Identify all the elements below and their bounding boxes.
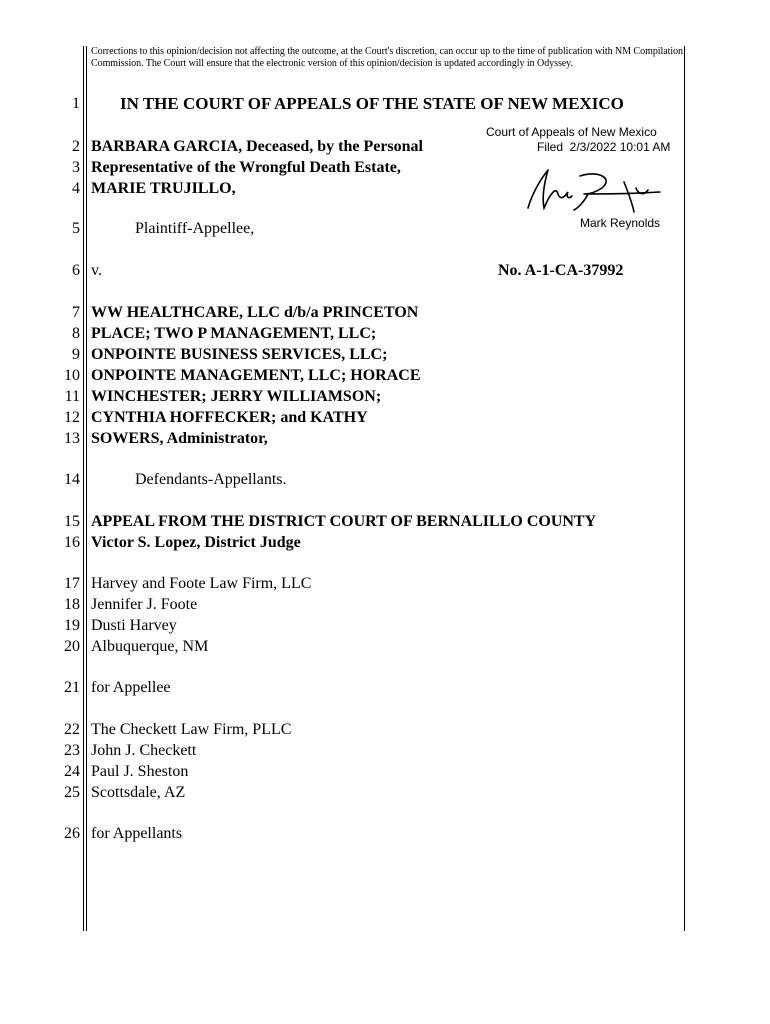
caption-defendant-line: WINCHESTER; JERRY WILLIAMSON; [91, 388, 382, 405]
line-number: 5 [72, 220, 80, 237]
right-margin-rule [684, 46, 685, 931]
appellee-city: Albuquerque, NM [91, 638, 209, 655]
appellee-firm: Harvey and Foote Law Firm, LLC [91, 575, 312, 592]
filing-stamp-clerk: Mark Reynolds [580, 216, 661, 230]
line-number: 3 [72, 159, 80, 176]
line-number: 16 [64, 534, 80, 551]
left-margin-rule-inner [86, 46, 87, 931]
appellant-city: Scottsdale, AZ [91, 784, 186, 801]
caption-defendant-line: ONPOINTE BUSINESS SERVICES, LLC; [91, 346, 388, 363]
filing-stamp-court: Court of Appeals of New Mexico [486, 125, 657, 139]
versus: v. [91, 262, 102, 279]
line-number: 12 [64, 409, 80, 426]
line-number: 6 [72, 262, 80, 279]
caption-defendant-line: ONPOINTE MANAGEMENT, LLC; HORACE [91, 367, 421, 384]
line-number: 2 [72, 138, 80, 155]
caption-plaintiff-line: MARIE TRUJILLO, [91, 180, 236, 197]
district-judge: Victor S. Lopez, District Judge [91, 534, 301, 551]
appellant-firm: The Checkett Law Firm, PLLC [91, 721, 292, 738]
line-number: 9 [72, 346, 80, 363]
court-title: IN THE COURT OF APPEALS OF THE STATE OF NEW MEXICO [120, 94, 624, 113]
appellee-attorney: Dusti Harvey [91, 617, 177, 634]
appellee-designation: for Appellee [91, 679, 171, 696]
line-number: 19 [64, 617, 80, 634]
left-margin-rule-outer [83, 46, 84, 931]
appellant-attorney: John J. Checkett [91, 742, 197, 759]
appellant-designation: for Appellants [91, 825, 183, 842]
line-number: 10 [64, 367, 80, 384]
line-number: 15 [64, 513, 80, 530]
caption-defendant-line: WW HEALTHCARE, LLC d/b/a PRINCETON [91, 304, 419, 321]
case-number: No. A-1-CA-37992 [498, 262, 624, 279]
line-number: 18 [64, 596, 80, 613]
line-number: 24 [64, 763, 80, 780]
clerk-signature [518, 164, 666, 216]
line-number: 22 [64, 721, 80, 738]
appeal-heading: APPEAL FROM THE DISTRICT COURT OF BERNALILLO COUNTY [91, 513, 597, 530]
line-number: 25 [64, 784, 80, 801]
line-number: 7 [72, 304, 80, 321]
line-number: 23 [64, 742, 80, 759]
appellant-attorney: Paul J. Sheston [91, 763, 189, 780]
line-number: 17 [64, 575, 80, 592]
plaintiff-role: Plaintiff-Appellee, [135, 220, 255, 237]
line-number: 4 [72, 180, 80, 197]
line-number: 14 [64, 471, 80, 488]
caption-defendant-line: SOWERS, Administrator, [91, 430, 268, 447]
line-number: 11 [64, 388, 80, 405]
line-number: 8 [72, 325, 80, 342]
filing-stamp-date: Filed 2/3/2022 10:01 AM [537, 140, 671, 154]
line-number: 26 [64, 825, 80, 842]
caption-defendant-line: PLACE; TWO P MANAGEMENT, LLC; [91, 325, 377, 342]
caption-defendant-line: CYNTHIA HOFFECKER; and KATHY [91, 409, 368, 426]
corrections-notice: Corrections to this opinion/decision not affecting the outcome, at the Court's discretion, can occur up to the time of publication with NM Compilation Commission. The Court will ensure that the electronic version of this opinion/decision is updated accordingly in Odyssey. [91, 46, 683, 69]
defendant-role: Defendants-Appellants. [135, 471, 287, 488]
caption-plaintiff-line: Representative of the Wrongful Death Estate, [91, 159, 401, 176]
line-number: 20 [64, 638, 80, 655]
appellee-attorney: Jennifer J. Foote [91, 596, 198, 613]
caption-plaintiff-line: BARBARA GARCIA, Deceased, by the Personal [91, 138, 423, 155]
line-number: 21 [64, 679, 80, 696]
line-number: 1 [72, 95, 80, 112]
line-number: 13 [64, 430, 80, 447]
